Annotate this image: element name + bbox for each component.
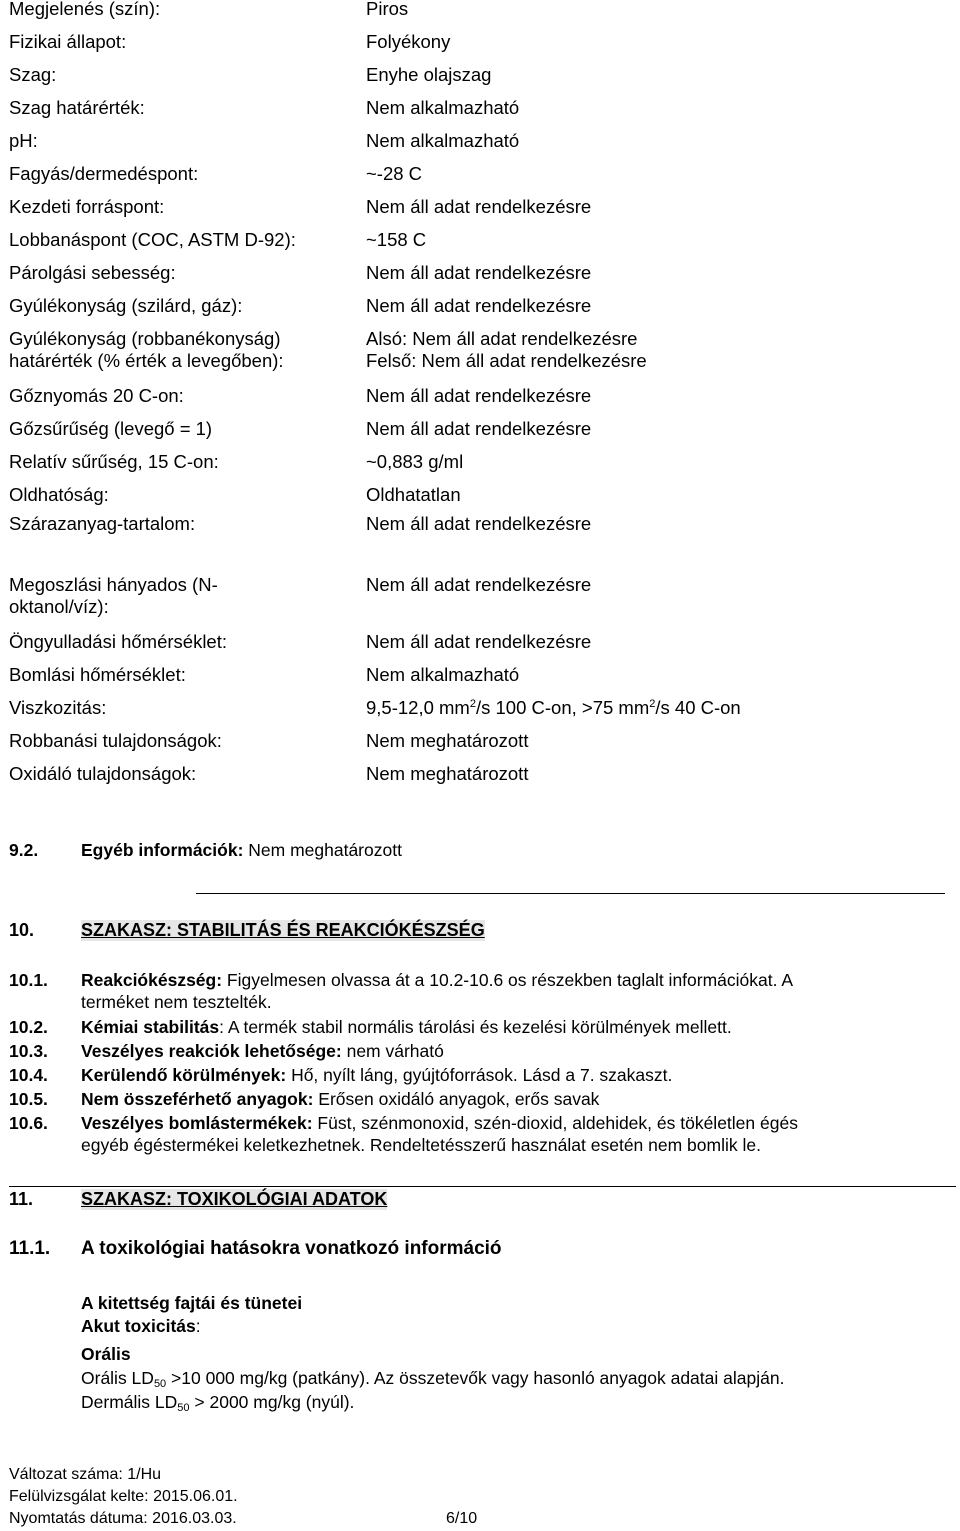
section-10-item [81,1064,672,1086]
footer-revision: Felülvizsgálat kelte: 2015.06.01. [9,1488,238,1505]
property-label-line: Lobbanáspont (COC, ASTM D-92): [9,229,296,250]
section-9-2 [9,839,38,861]
section-10-item-line [81,969,793,991]
section-10-item-text: Hő, nyílt láng, gyújtóforrások. Lásd a 7. szakaszt. [286,1065,673,1085]
property-label-line: Szag határérték: [9,97,145,118]
property-label-line: Robbanási tulajdonságok: [9,730,222,751]
property-label-line: Viszkozitás: [9,697,107,718]
viscosity-text: /s 100 C-on, >75 mm [475,697,650,718]
footer-page-number: 6/10 [446,1510,478,1527]
property-label [9,730,222,752]
section-10-item-text: nem várható [341,1041,444,1061]
section-11-number: 11. [9,1189,34,1209]
property-value [366,229,426,251]
property-value-line: Nem alkalmazható [366,664,520,685]
section-10-item-number: 10.6. [9,1113,48,1133]
property-value [366,295,591,317]
acute-toxicity-colon: : [195,1316,201,1336]
property-value [366,163,422,185]
property-value [366,130,519,152]
section-10-item-line: egyéb égéstermékei keletkezhetnek. Rendeltetésszerű használat esetén nem bomlik le. [81,1135,761,1155]
property-label [9,196,164,218]
section-10-item-number: 10.2. [9,1017,48,1037]
property-label-line: pH: [9,130,38,151]
property-label-line: Gyúlékonyság (robbanékonyság) [9,328,281,349]
exposure-title: A kitettség fajtái és tünetei [81,1293,303,1313]
property-label-line: Gyúlékonyság (szilárd, gáz): [9,295,243,316]
property-label-line: oktanol/víz): [9,596,109,617]
property-label-line: Oldhatóság: [9,484,109,505]
section-10-item-line [81,1088,599,1110]
section-10-item [81,1088,599,1110]
property-value-line: Alsó: Nem áll adat rendelkezésre [366,328,638,349]
property-label [9,697,106,719]
property-value-line: Enyhe olajszag [366,64,492,85]
property-value-line: Nem áll adat rendelkezésre [366,574,592,595]
section-10-item-text: Erősen oxidáló anyagok, erős savak [313,1089,600,1109]
section-10-number: 10. [9,920,35,940]
section-10-item-line [81,1040,444,1062]
section-10-item-line: terméket nem tesztelték. [81,992,272,1012]
property-label [9,763,196,785]
property-value-line: ~-28 C [366,163,423,184]
footer-print-date: Nyomtatás dátuma: 2016.03.03. [9,1510,237,1527]
property-label [9,513,195,535]
property-value [366,763,528,785]
section-10-item-line [81,1016,732,1038]
property-label-line: Szag: [9,64,57,85]
property-value [366,484,461,506]
property-value [366,631,591,653]
unit-superscript: 2 [649,698,656,710]
property-label [9,64,56,86]
property-label-line: Oxidáló tulajdonságok: [9,763,197,784]
property-value-line: Nem alkalmazható [366,130,520,151]
section-10-item-number: 10.3. [9,1041,48,1061]
property-label [9,262,176,284]
section-10-item-line [81,1064,672,1086]
property-value [366,664,519,686]
property-label-line: Fagyás/dermedéspont: [9,163,199,184]
property-label-line: Öngyulladási hőmérséklet: [9,631,227,652]
section-10-item-label: Kémiai stabilitás [81,1017,220,1037]
property-label [9,295,242,317]
section-9-2-text [81,839,402,861]
acute-toxicity-label: Akut toxicitás [81,1316,196,1336]
property-label [9,130,38,152]
dermal-ld-text: > 2000 mg/kg (nyúl). [189,1392,355,1412]
dermal-ld-prefix: Dermális LD [81,1392,178,1412]
property-label-line: Relatív sűrűség, 15 C-on: [9,451,219,472]
dermal-ld-subscript: 50 [177,1402,190,1414]
oral-ld-text: >10 000 mg/kg (patkány). Az összetevők vagy hasonló anyagok adatai alapján. [166,1368,785,1388]
property-value-line: Nem meghatározott [366,763,529,784]
property-label-line: Gőznyomás 20 C-on: [9,385,184,406]
property-label-line: Fizikai állapot: [9,31,127,52]
section-10-item-label: Veszélyes bomlástermékek: [81,1113,313,1133]
property-value [366,697,741,719]
property-value [366,0,408,20]
property-label [9,664,186,686]
viscosity-text: 9,5-12,0 mm [366,697,470,718]
section-10-item-number: 10.5. [9,1089,48,1109]
property-label-line: Párolgási sebesség: [9,262,176,283]
property-label-line: Szárazanyag-tartalom: [9,513,196,534]
section-11-1-title: A toxikológiai hatásokra vonatkozó információ [81,1238,502,1259]
property-label [9,451,219,473]
section-11-title: SZAKASZ: TOXIKOLÓGIAI ADATOK [81,1189,388,1209]
property-value [366,418,591,440]
property-label [9,484,109,506]
footer-version: Változat száma: 1/Hu [9,1466,162,1483]
divider-rule-2 [9,1186,956,1187]
property-label-line: Bomlási hőmérséklet: [9,664,186,685]
oral-title: Orális [81,1344,131,1364]
property-label [9,97,145,119]
property-label-line: Megjelenés (szín): [9,0,161,19]
section-10-item-text: Füst, szénmonoxid, szén-dioxid, aldehidek, és tökéletlen égés [312,1113,798,1133]
property-value-line: Nem áll adat rendelkezésre [366,513,592,534]
property-label [9,328,284,372]
property-label [9,0,160,20]
property-label [9,163,198,185]
section-10-item-line [81,1112,798,1134]
property-label [9,229,296,251]
section-9-2-value: Nem meghatározott [243,840,402,860]
section-10-item-label: Reakciókészség: [81,970,223,990]
viscosity-text: /s 40 C-on [655,697,741,718]
property-label [9,631,227,653]
property-value [366,385,591,407]
property-value [366,574,591,596]
property-value [366,451,463,473]
property-value-line: Nem áll adat rendelkezésre [366,295,592,316]
section-10-item-label: Kerülendő körülmények: [81,1065,287,1085]
acute-toxicity [81,1315,201,1337]
property-value-line: Nem áll adat rendelkezésre [366,262,592,283]
property-value [366,64,491,86]
property-value-line: ~0,883 g/ml [366,451,464,472]
property-value-line: Nem áll adat rendelkezésre [366,631,592,652]
section-10-item [81,1016,732,1038]
property-value-line: Nem áll adat rendelkezésre [366,196,592,217]
section-10-title: SZAKASZ: STABILITÁS ÉS REAKCIÓKÉSZSÉG [81,920,485,940]
property-label [9,385,184,407]
property-label [9,31,126,53]
property-label-line: Kezdeti forráspont: [9,196,165,217]
section-10-item-number: 10.4. [9,1065,48,1085]
section-10-item-text: : A termék stabil normális tárolási és kezelési körülmények mellett. [219,1017,732,1037]
property-label [9,418,212,440]
property-value-line: Piros [366,0,409,19]
section-10-item-text: Figyelmesen olvassa át a 10.2-10.6 os részekben taglalt információkat. A [222,970,794,990]
property-value [366,97,519,119]
property-value [366,31,450,53]
dermal-ld50-line [81,1391,354,1413]
section-10-item [81,1040,444,1062]
property-label-line: Megoszlási hányados (N- [9,574,218,595]
property-value [366,328,647,372]
property-value [366,730,528,752]
section-9-2-number: 9.2. [9,840,39,860]
property-value [366,262,591,284]
oral-ld-subscript: 50 [153,1378,167,1390]
property-value-line: Folyékony [366,31,451,52]
property-value-line: Nem alkalmazható [366,97,520,118]
property-label-line: határérték (% érték a levegőben): [9,350,284,371]
section-10-item-label: Veszélyes reakciók lehetősége: [81,1041,342,1061]
property-value [366,196,591,218]
section-9-2-label: Egyéb információk: [81,840,244,860]
property-value-line: Nem áll adat rendelkezésre [366,385,592,406]
property-value [366,513,591,535]
divider-rule [196,893,945,894]
section-10-item [81,969,793,1013]
property-label-line: Gőzsűrűség (levegő = 1) [9,418,213,439]
unit-superscript: 2 [469,698,476,710]
oral-ld50-line [81,1367,784,1389]
section-10-item [81,1112,798,1156]
section-10-item-label: Nem összeférhető anyagok: [81,1089,314,1109]
section-10-item-number: 10.1. [9,970,48,990]
property-value-line: ~158 C [366,229,427,250]
property-value-line: Felső: Nem áll adat rendelkezésre [366,350,647,371]
section-11-1-number: 11.1. [9,1238,51,1259]
oral-ld-prefix: Orális LD [81,1368,154,1388]
property-label [9,574,218,618]
property-value-line: Nem áll adat rendelkezésre [366,418,592,439]
property-value-line: Oldhatatlan [366,484,461,505]
property-value-line: Nem meghatározott [366,730,529,751]
